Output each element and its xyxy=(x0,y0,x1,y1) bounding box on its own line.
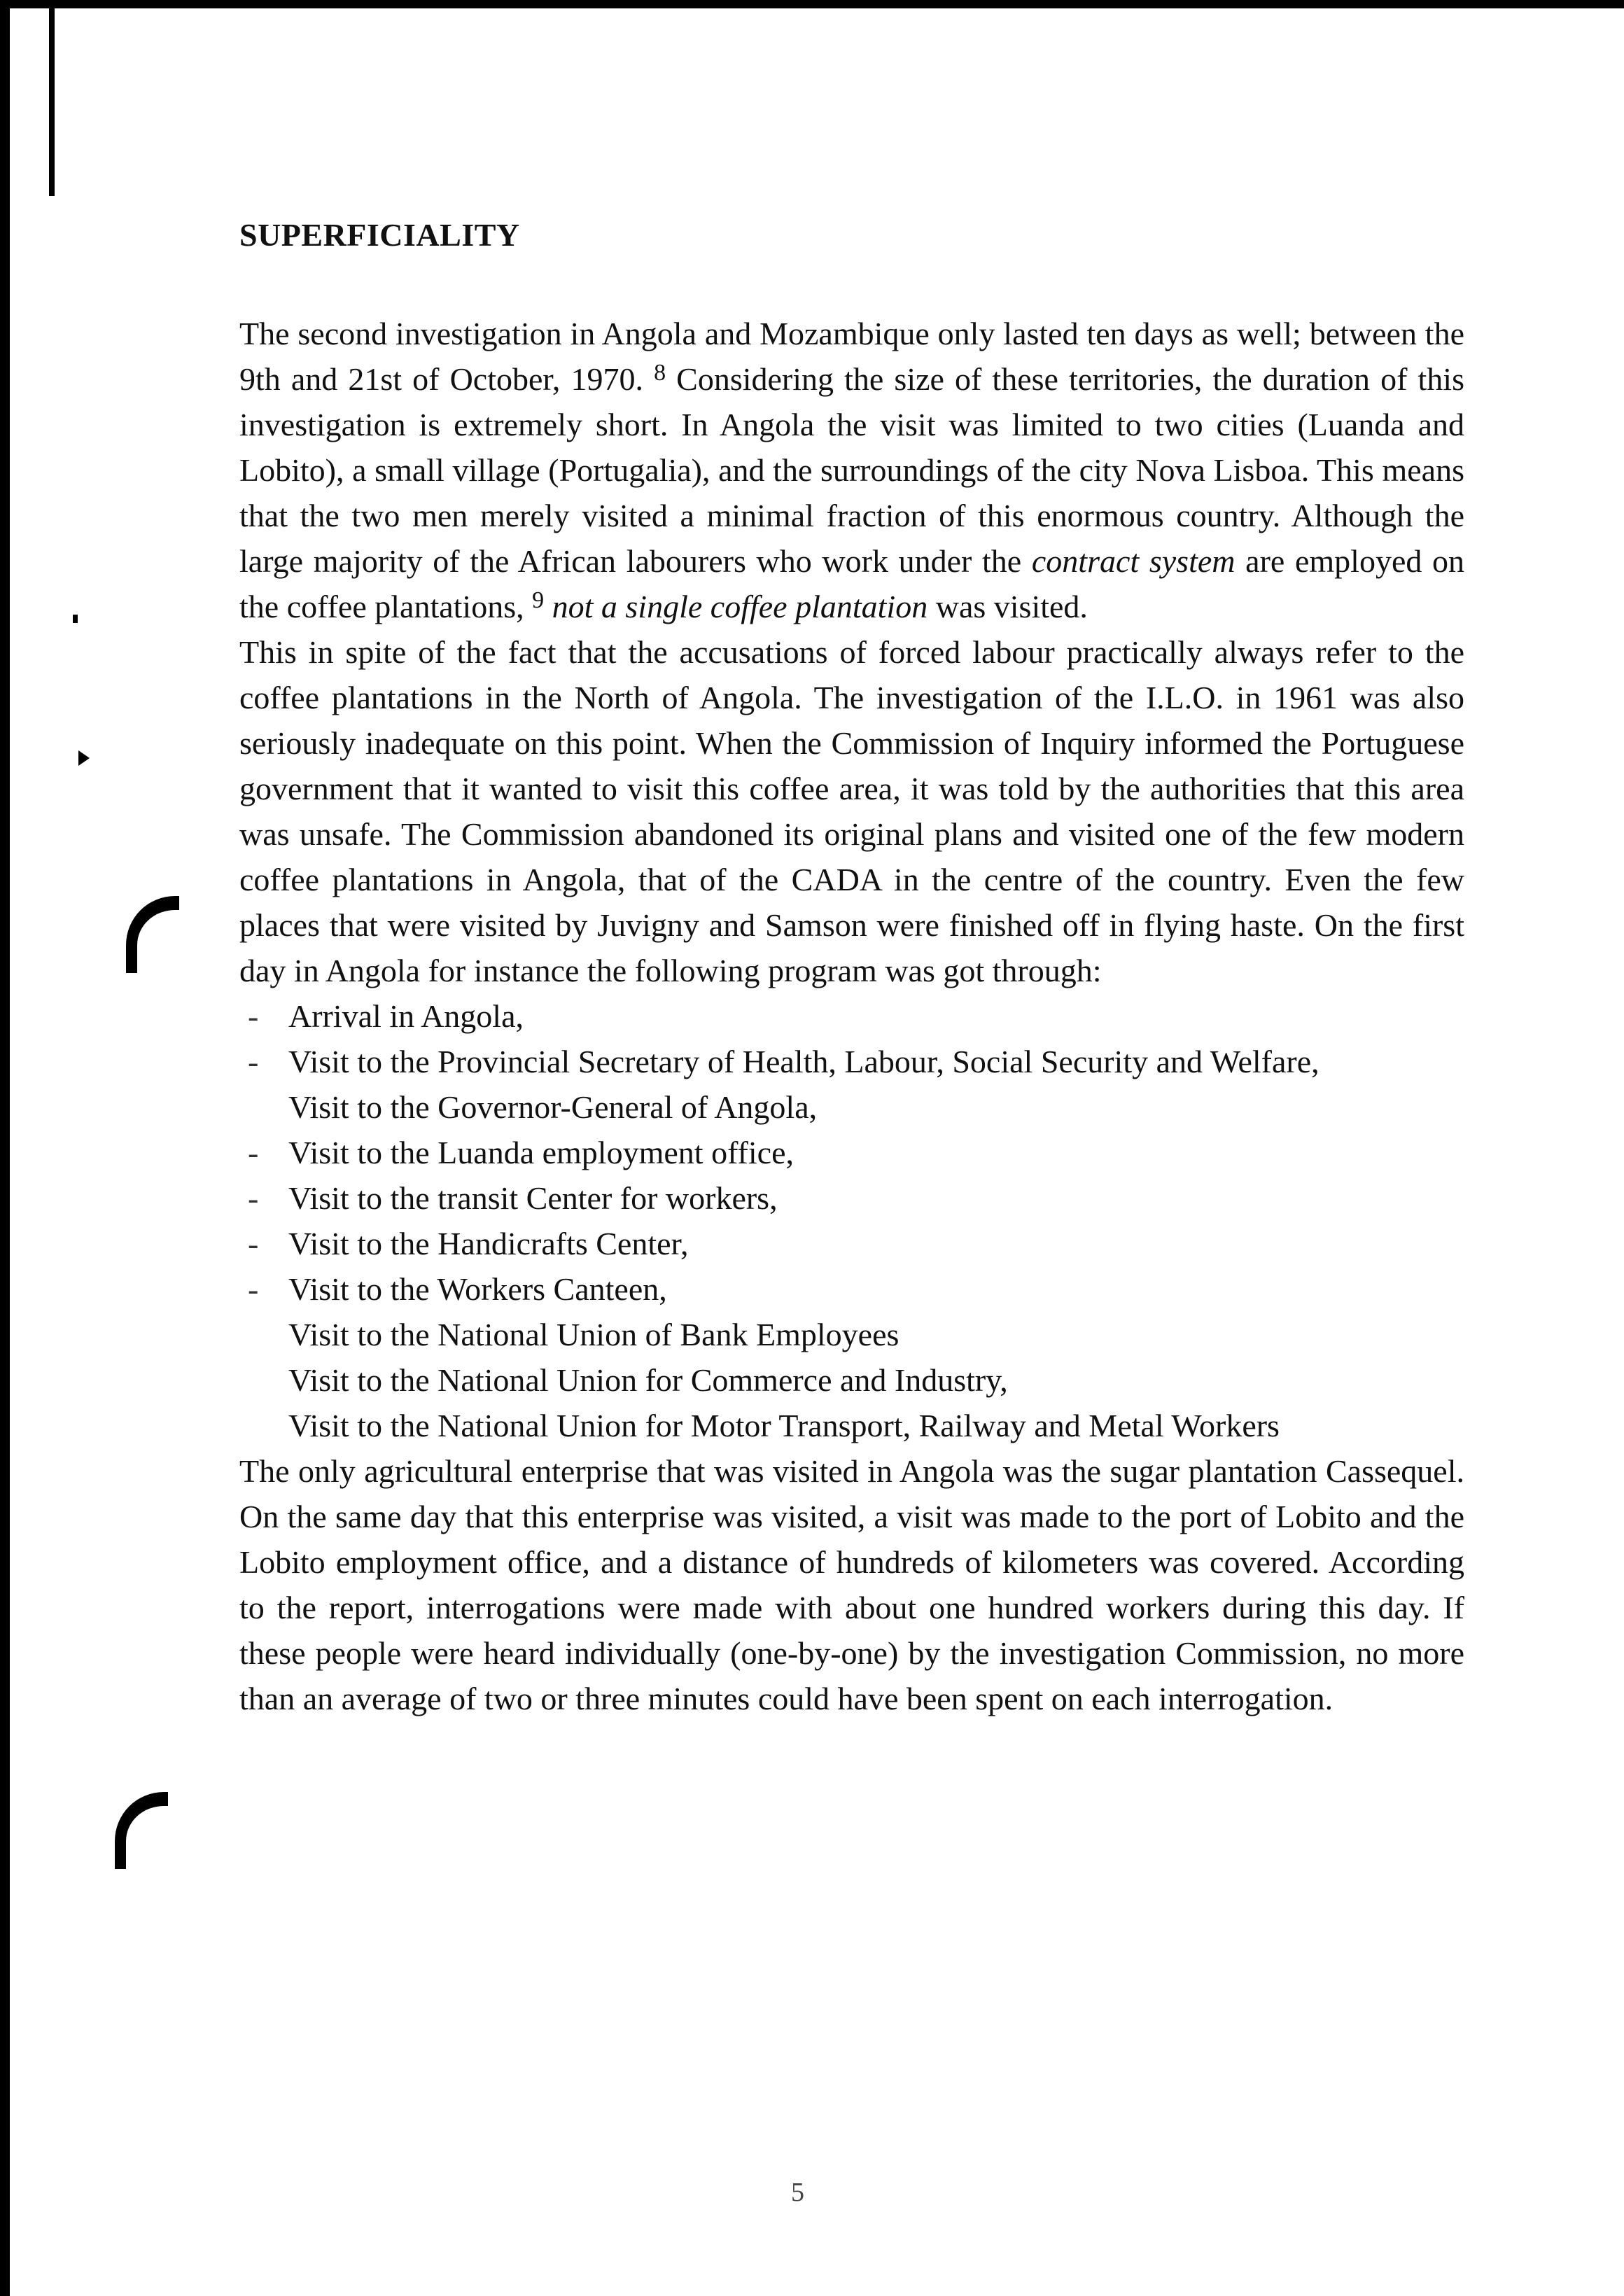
p1-text-a: The second investigation in Angola and Mozambique only lasted ten days as well; between the 9th and 21st of October, 1970. xyxy=(239,316,1464,397)
list-item: - Visit to the Provincial Secretary of Health, Labour, Social Security and Welfare, xyxy=(239,1039,1464,1084)
program-list xyxy=(239,993,1464,1448)
footnote-9: 9 xyxy=(532,587,545,613)
list-item: Visit to the National Union of Bank Employees xyxy=(288,1317,899,1352)
list-item: Visit to the Governor-General of Angola, xyxy=(288,1089,818,1125)
list-item: - Visit to the transit Center for workers, xyxy=(239,1175,1464,1221)
scan-edge-notch xyxy=(49,7,55,196)
footnote-8: 8 xyxy=(654,360,666,386)
margin-hook-mark-lower xyxy=(115,1792,168,1869)
list-item: Visit to the National Union for Commerce and Industry, xyxy=(288,1362,1008,1398)
margin-arrow-mark xyxy=(78,750,90,766)
list-item: Visit to the National Union for Motor Transport, Railway and Metal Workers xyxy=(288,1408,1280,1443)
scan-edge-top xyxy=(0,0,1624,8)
list-item: - Arrival in Angola, xyxy=(239,993,1464,1039)
scan-edge-left xyxy=(0,0,10,2296)
page-number: 5 xyxy=(791,2178,804,2207)
p1-italic-contract-system: contract system xyxy=(1031,543,1236,579)
margin-hook-mark-upper xyxy=(126,896,179,973)
list-item: - Visit to the Luanda employment office, xyxy=(239,1130,1464,1175)
p1-italic-not-a-single: not a single coffee plantation xyxy=(552,589,928,624)
p1-text-c: are employed on the coffee plantations, xyxy=(239,543,1465,624)
paragraph-cassequel: The only agricultural enterprise that was visited in Angola was the sugar plantation Cassequel. On the same day that this enterprise was visited, a visit was made to the port of Lobito and the Lobito employment office, and a distance of hundreds of kilometers was covered. According to the report, interrogations were made with about one hundred workers during this day. If these people were heard individually (one-by-one) by the investigation Commission, no more than an average of two or three minutes could have been spent on each interrogation. xyxy=(239,1453,1464,1716)
document-page xyxy=(239,214,1464,1721)
paragraph-investigation xyxy=(239,311,1464,629)
section-title: SUPERFICIALITY xyxy=(239,217,520,253)
paragraph-coffee-area: This in spite of the fact that the accusations of forced labour practically always refer to the coffee plantations in the North of Angola. The investigation of the I.L.O. in 1961 was also seriously inadequate on this point. When the Commission of Inquiry informed the Portuguese government that it wanted to visit this coffee area, it was told by the authorities that this area was unsafe. The Commission abandoned its original plans and visited one of the few modern coffee plantations in Angola, that of the CADA in the centre of the country. Even the few places that were visited by Juvigny and Samson were finished off in flying haste. On the first day in Angola for instance the following program was got through: xyxy=(239,634,1464,988)
list-item: - Visit to the Handicrafts Center, xyxy=(239,1221,1464,1266)
margin-dot-mark xyxy=(73,615,78,623)
p1-text-d: was visited. xyxy=(935,589,1088,624)
list-item: - Visit to the Workers Canteen, xyxy=(239,1266,1464,1312)
p1-text-b: Considering the size of these territories, the duration of this investigation is extremely short. In Angola the visit was limited to two cities (Luanda and Lobito), a small village (Portugalia), and the surroundings of the city Nova Lisboa. This means that the two men merely visited a minimal fraction of this enormous country. Although the large majority of the African labourers who work under the xyxy=(239,361,1464,579)
